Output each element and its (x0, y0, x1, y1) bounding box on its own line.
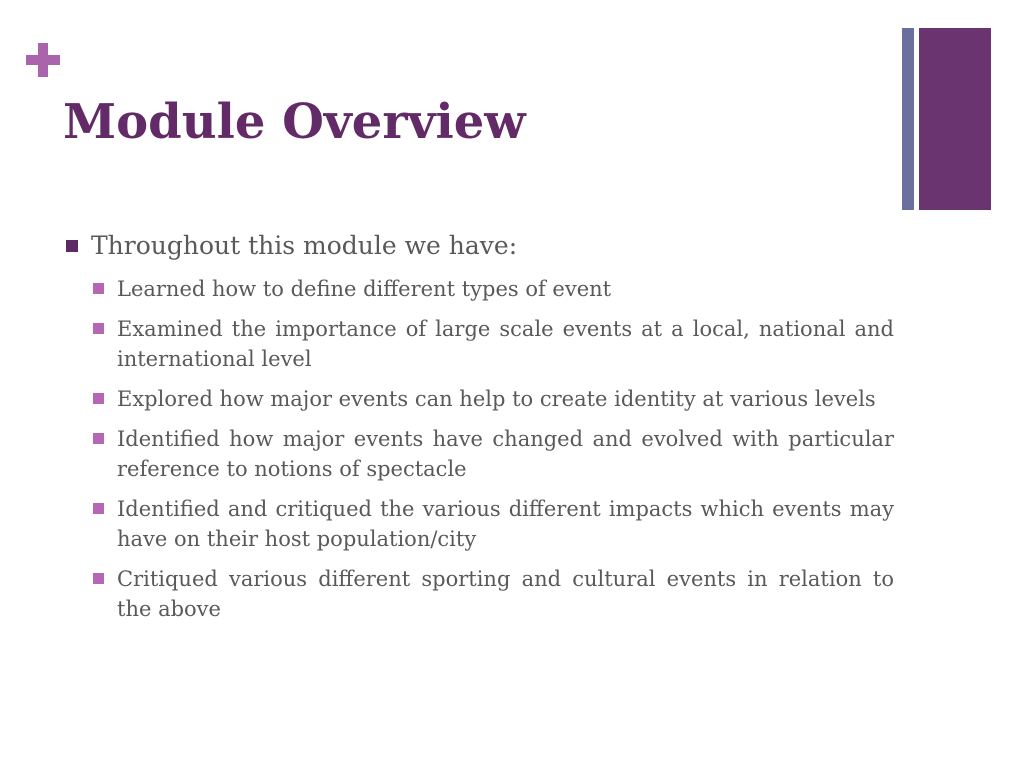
accent-bar-wide (919, 28, 991, 210)
module-summary (66, 230, 894, 634)
list-item (93, 314, 894, 374)
list-lead-text: Throughout this module we have: (91, 231, 518, 260)
list-item-text: Identified and critiqued the various different impacts which events may have on their host population/city (117, 497, 894, 551)
bullet-square-icon (93, 393, 104, 404)
list-item (93, 384, 894, 414)
module-summary-list (93, 274, 894, 624)
list-item-text: Explored how major events can help to create identity at various levels (117, 387, 876, 411)
list-lead-item (66, 230, 894, 262)
list-item-text: Critiqued various different sporting and cultural events in relation to the above (117, 567, 894, 621)
bullet-square-icon (93, 283, 104, 294)
list-item-text: Learned how to define different types of event (117, 277, 612, 301)
bullet-square-icon (93, 573, 104, 584)
bullet-square-icon (93, 433, 104, 444)
list-item (93, 424, 894, 484)
plus-icon (26, 43, 60, 77)
bullet-square-icon (93, 503, 104, 514)
list-item-text: Identified how major events have changed and evolved with particular reference to notions of spectacle (117, 427, 894, 481)
list-item (93, 494, 894, 554)
bullet-square-icon (66, 240, 78, 252)
list-item (93, 564, 894, 624)
bullet-square-icon (93, 323, 104, 334)
list-item (93, 274, 894, 304)
accent-bar-thin (902, 28, 914, 210)
page-title: Module Overview (63, 94, 526, 151)
list-item-text: Examined the importance of large scale events at a local, national and international level (117, 317, 894, 371)
